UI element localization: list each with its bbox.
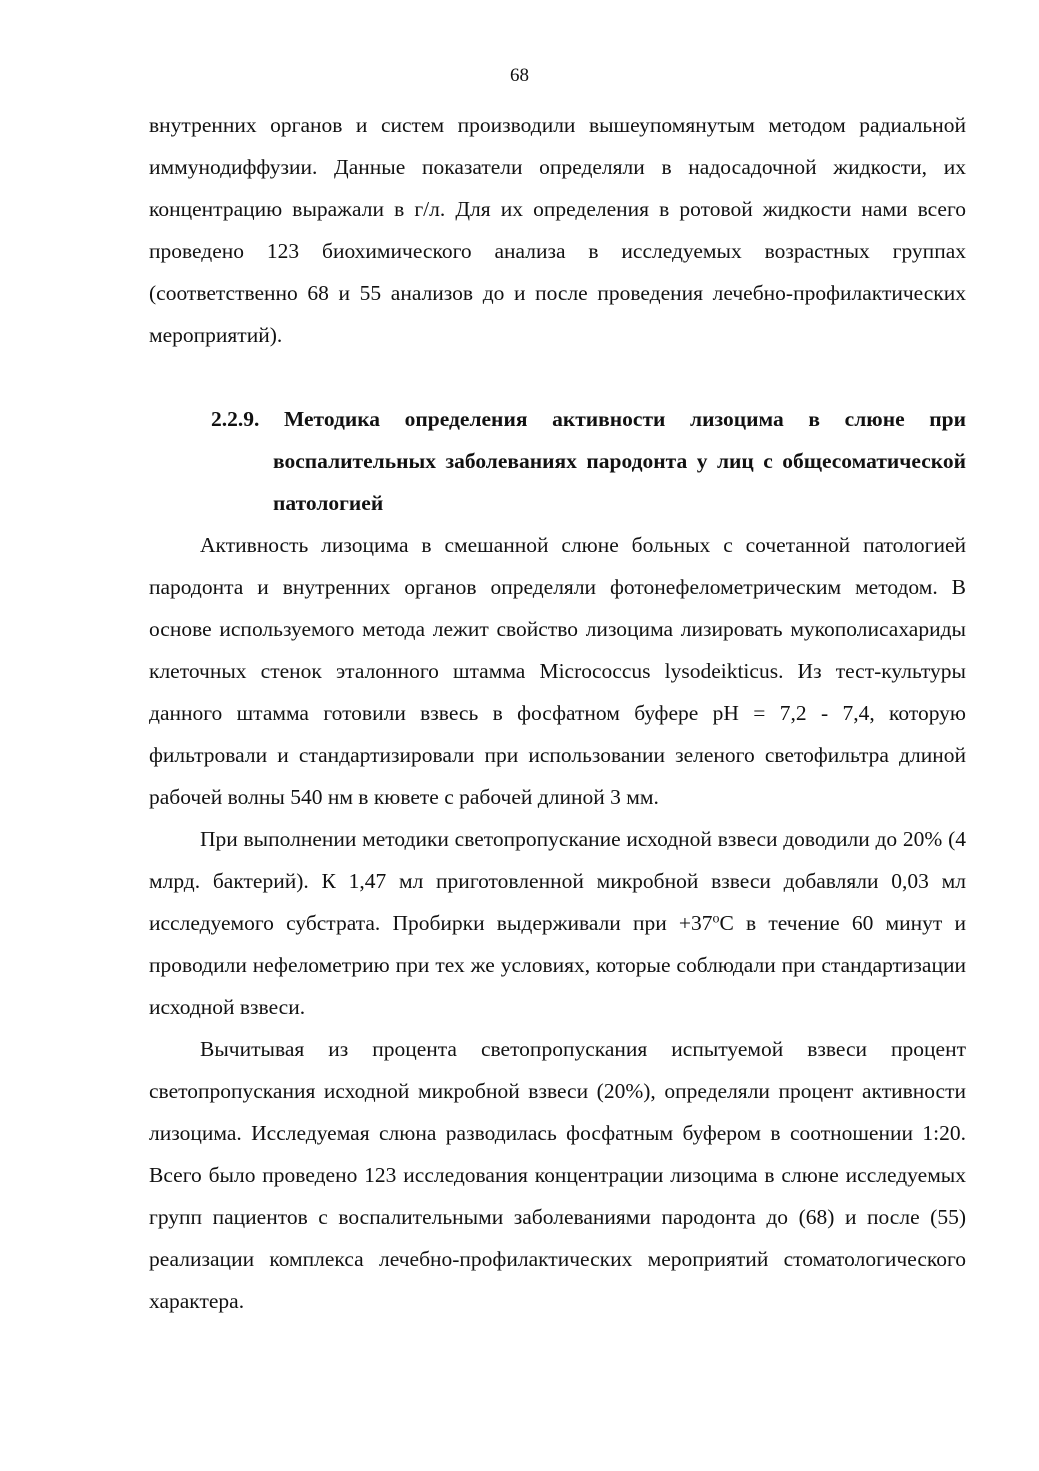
page-body	[149, 104, 966, 1322]
page-number: 68	[510, 65, 529, 86]
section-heading: 2.2.9. Методика определения активности лизоцима в слюне при воспалительных заболеваниях пародонта у лиц с общесоматической патологией	[211, 407, 966, 515]
paragraph-calculation: Вычитывая из процента светопропускания испытуемой взвеси процент светопропускания исходной микробной взвеси (20%), определяли процент активности лизоцима. Исследуемая слюна разводилась фосфатным буфером в соотношении 1:20. Всего было проведено 123 исследования концентрации лизоцима в слюне исследуемых групп пациентов с воспалительными заболеваниями пародонта до (68) и после (55) реализации комплекса лечебно-профилактических мероприятий стоматологического характера.	[149, 1037, 966, 1313]
procedure-text-start: При выполнении методики светопропускание исходной взвеси доводили до 20% (4 млрд. бактерий). К 1,47 мл приготовленной микробной взвеси добавляли 0,03 мл исследуемого субстрата. Пробирки выдерживали при +37	[149, 827, 966, 935]
procedure-text-end: С в течение 60 минут и проводили нефелометрию при тех же условиях, которые соблюдали при стандартизации исходной взвеси.	[149, 911, 966, 1019]
degree-superscript: о	[712, 911, 720, 927]
paragraph-lysozyme-method: Активность лизоцима в смешанной слюне больных с сочетанной патологией пародонта и внутренних органов определяли фотонефелометрическим методом. В основе используемого метода лежит свойство лизоцима лизировать мукополисахариды клеточных стенок эталонного штамма Micrococcus lysodeikticus. Из тест-культуры данного штамма готовили взвесь в фосфатном буфере pH = 7,2 - 7,4, которую фильтровали и стандартизировали при использовании зеленого светофильтра длиной рабочей волны 540 нм в кювете с рабочей длиной 3 мм.	[149, 533, 966, 809]
paragraph-procedure	[149, 818, 966, 1028]
paragraph-continuation: внутренних органов и систем производили вышеупомянутым методом радиальной иммунодиффузии. Данные показатели определяли в надосадочной жидкости, их концентрацию выражали в г/л. Для их определения в ротовой жидкости нами всего проведено 123 биохимического анализа в исследуемых возрастных группах (соответственно 68 и 55 анализов до и после проведения лечебно-профилактических мероприятий).	[149, 113, 966, 347]
